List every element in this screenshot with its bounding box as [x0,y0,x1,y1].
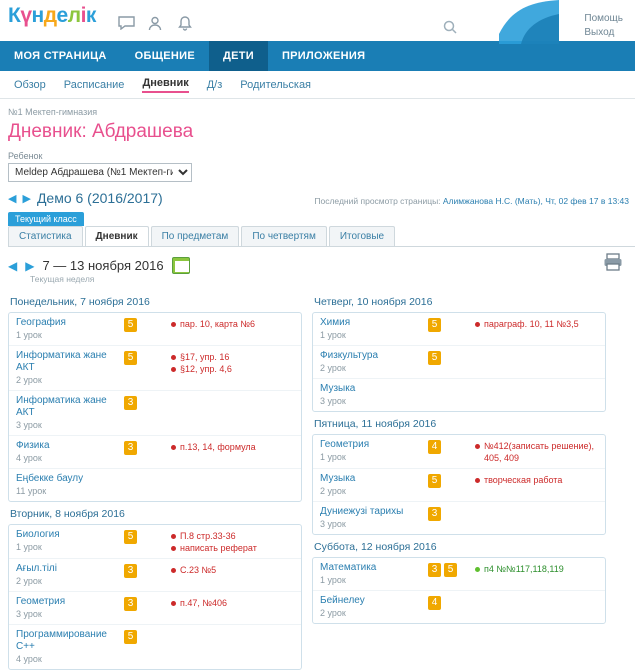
mark-badge[interactable]: 3 [124,396,137,410]
homework-text[interactable]: п4 №№117,118,119 [484,564,564,574]
period-next-button[interactable]: ▶ [22,192,31,205]
mark-badge[interactable]: 3 [428,507,441,521]
lesson-subject[interactable]: Информатика жане АКТ [16,350,107,373]
mark-badge[interactable]: 4 [428,440,441,454]
homework-dot [475,444,480,449]
lesson-marks [425,558,471,590]
nav-item-apps[interactable]: ПРИЛОЖЕНИЯ [281,50,366,62]
table-row[interactable] [9,313,301,346]
lesson-subject[interactable]: Программирование С++ [16,629,107,652]
day-title-saturday: Суббота, 12 ноября 2016 [314,541,437,553]
lesson-number: 2 урок [16,576,42,586]
table-row[interactable] [9,469,301,501]
lesson-number: 11 урок [16,486,47,496]
table-row[interactable] [9,559,301,592]
week-sublabel: Текущая неделя [30,274,95,284]
lesson-subject[interactable]: Геометрия [16,596,66,607]
lesson-subject-cell [9,391,121,435]
brand-logo[interactable]: Күнделік [8,4,96,27]
lesson-homework [167,313,301,345]
day-box-monday [8,312,302,502]
subnav-item-schedule[interactable]: Расписание [63,78,125,91]
lesson-marks [425,591,471,623]
week-navigation [0,247,635,274]
week-next-button[interactable]: ▶ [25,258,35,273]
lesson-subject-cell [9,559,121,591]
mark-badge[interactable]: 5 [124,318,137,332]
lesson-subject-cell [313,469,425,501]
lesson-number: 1 урок [16,542,42,552]
homework-dot [475,567,480,572]
lesson-subject[interactable]: Ағыл.тілі [16,563,57,574]
mark-badge[interactable]: 3 [124,597,137,611]
calendar-icon[interactable] [172,257,190,274]
lesson-subject-cell [9,313,121,345]
tab-statistics[interactable]: Статистика [8,226,83,246]
table-row[interactable] [9,436,301,469]
homework-text[interactable]: №412(записать решение), 405, 409 [484,441,595,463]
main-nav [0,41,635,71]
subnav-item-diary[interactable]: Дневник [142,77,188,93]
homework-dot [171,367,176,372]
homework-dot [475,478,480,483]
lesson-subject[interactable]: Физкультура [320,350,379,361]
homework-text[interactable]: C.23 №5 [180,565,217,575]
table-row[interactable] [9,592,301,625]
mark-badge[interactable]: 3 [124,441,137,455]
lesson-subject-cell [313,502,425,534]
lesson-number: 2 урок [320,486,346,496]
lesson-number: 4 урок [16,453,42,463]
mark-badge[interactable]: 3 [428,563,441,577]
child-select-label: Ребенок [8,151,43,161]
homework-dot [171,445,176,450]
day-box-saturday [312,557,606,624]
lesson-subject-cell [9,436,121,468]
lesson-marks [121,313,167,345]
homework-dot [475,322,480,327]
table-row[interactable] [9,525,301,559]
lesson-marks [121,346,167,390]
diary-tabs [8,226,635,247]
lesson-homework [167,559,301,591]
homework-text[interactable]: §17, упр. 16 [180,352,230,362]
last-view-label: Последний просмотр страницы: [314,196,441,206]
lesson-subject-cell [9,625,121,669]
homework-dot [171,534,176,539]
mark-badge[interactable]: 5 [444,563,457,577]
subnav-item-parent[interactable]: Родительская [240,78,312,91]
lesson-homework [471,502,605,534]
lesson-homework [167,625,301,669]
lesson-marks [425,313,471,345]
mark-badge[interactable]: 5 [124,630,137,644]
day-box-friday [312,434,606,535]
diary-column-right [312,290,606,670]
week-prev-button[interactable]: ◀ [8,258,18,273]
lesson-homework [471,469,605,501]
day-title-tuesday: Вторник, 8 ноября 2016 [10,508,125,520]
lesson-homework [471,558,605,590]
table-row[interactable] [9,346,301,391]
child-select-wrap [0,163,635,182]
lesson-subject[interactable]: Дуниежузі тарихы [320,506,404,517]
lesson-subject[interactable]: Бейнелеу [320,595,365,606]
lesson-homework [167,436,301,468]
lesson-number: 1 урок [320,452,346,462]
subnav-item-overview[interactable]: Обзор [14,78,46,91]
table-row[interactable] [313,591,605,623]
lesson-homework [471,346,605,378]
lesson-marks [425,346,471,378]
lesson-marks [121,436,167,468]
table-row[interactable] [313,435,605,469]
decorative-ribbon [499,0,559,44]
search-icon[interactable] [443,20,457,37]
lesson-marks [121,592,167,624]
lesson-number: 3 урок [320,519,346,529]
lesson-subject[interactable]: Геометрия [320,439,370,450]
lesson-subject[interactable]: Физика [16,440,50,451]
lesson-subject[interactable]: Музыка [320,383,356,394]
day-box-tuesday [8,524,302,670]
lesson-subject[interactable]: Биология [16,529,60,540]
lesson-homework [471,591,605,623]
lesson-marks [121,525,167,558]
lesson-marks [121,559,167,591]
day-title-monday: Понедельник, 7 ноября 2016 [10,296,150,308]
lesson-subject-cell [9,469,121,501]
table-row[interactable] [313,346,605,379]
top-icon-group [118,16,194,31]
tab-diary[interactable]: Дневник [85,226,149,246]
contacts-icon[interactable] [148,16,164,31]
mark-badge[interactable]: 5 [124,351,137,365]
top-links [584,12,623,40]
lesson-subject[interactable]: Математика [320,562,377,573]
chat-icon[interactable] [118,16,134,31]
lesson-subject-cell [313,313,425,345]
lesson-marks [121,469,167,501]
day-box-thursday [312,312,606,412]
nav-item-communication[interactable]: ОБЩЕНИЕ [134,50,195,62]
nav-item-children[interactable]: ДЕТИ [209,41,268,71]
lesson-homework [471,313,605,345]
mark-badge[interactable]: 5 [428,351,441,365]
table-row[interactable] [9,625,301,669]
table-row[interactable] [313,379,605,411]
lesson-homework [167,469,301,501]
breadcrumb[interactable]: №1 Мектеп-гимназия [8,107,98,117]
table-row[interactable] [313,313,605,346]
period-title: Демо 6 (2016/2017) [36,190,163,206]
page-title: Дневник: Абдрашева [8,121,194,142]
lesson-subject[interactable]: География [16,317,66,328]
homework-text[interactable]: п.13, 14, формула [180,442,256,452]
lesson-subject-cell [313,591,425,623]
homework-dot [171,546,176,551]
tab-final[interactable]: Итоговые [329,226,395,246]
subnav-item-homework[interactable]: Д/з [206,78,223,91]
child-select[interactable] [8,163,192,182]
lesson-homework [167,391,301,435]
lesson-subject-cell [313,435,425,468]
lesson-number: 1 урок [16,330,42,340]
diary-column-left [8,290,302,670]
lesson-subject[interactable]: Музыка [320,473,356,484]
lesson-number: 3 урок [16,420,42,430]
homework-text[interactable]: написать реферат [180,543,257,553]
lesson-subject-cell [9,592,121,624]
lesson-subject-cell [9,346,121,390]
homework-dot [171,322,176,327]
lesson-marks [425,502,471,534]
mark-badge[interactable]: 4 [428,596,441,610]
homework-dot [171,601,176,606]
homework-text[interactable]: творческая работа [484,475,563,485]
week-range-label: 7 — 13 ноября 2016 [42,258,164,273]
lesson-homework [167,346,301,390]
lesson-marks [425,379,471,411]
lesson-homework [471,435,605,468]
lesson-subject-cell [9,525,121,558]
homework-text[interactable]: П.8 стр.33-36 [180,531,236,541]
lesson-subject[interactable]: Химия [320,317,351,328]
nav-item-my-page[interactable]: МОЯ СТРАНИЦА [14,50,107,62]
lesson-homework [471,379,605,411]
period-prev-button[interactable]: ◀ [8,192,17,205]
lesson-marks [121,625,167,669]
period-selector [0,182,635,206]
top-bar [0,0,635,41]
lesson-subject-cell [313,379,425,411]
lesson-number: 4 урок [16,654,42,664]
lesson-homework [167,525,301,558]
homework-text[interactable]: пар. 10, карта №6 [180,319,256,329]
diary-columns [0,284,635,670]
current-class-badge: Текущий класс [8,212,84,226]
last-view-value: Алимжанова Н.С. (Мать), Чт, 02 фев 17 в 13:43 [442,196,629,206]
lesson-number: 2 урок [16,375,42,385]
last-view-info [314,196,629,206]
table-row[interactable] [9,391,301,436]
homework-text[interactable]: §12, упр. 4,6 [180,364,232,374]
lesson-homework [167,592,301,624]
lesson-number: 1 урок [320,575,346,585]
mark-badge[interactable]: 5 [428,474,441,488]
homework-text[interactable]: параграф. 10, 11 №3,5 [484,319,579,329]
lesson-subject[interactable]: Еңбекке баулу [16,473,84,484]
mark-badge[interactable]: 5 [428,318,441,332]
table-row[interactable] [313,469,605,502]
tab-by-quarter[interactable]: По четвертям [241,226,327,246]
table-row[interactable] [313,558,605,591]
lesson-subject[interactable]: Информатика жане АКТ [16,395,107,418]
print-icon[interactable] [603,253,623,271]
lesson-marks [425,469,471,501]
logout-link[interactable]: Выход [584,27,615,38]
homework-dot [171,355,176,360]
tab-by-subject[interactable]: По предметам [151,226,240,246]
lesson-number: 1 урок [320,330,346,340]
lesson-marks [121,391,167,435]
lesson-subject-cell [313,558,425,590]
lesson-subject-cell [313,346,425,378]
lesson-number: 2 урок [320,363,346,373]
homework-dot [171,568,176,573]
lesson-number: 2 урок [320,608,346,618]
help-link[interactable]: Помощь [584,13,623,24]
homework-text[interactable]: п.47, №406 [180,598,228,608]
sub-nav [0,71,635,99]
day-title-thursday: Четверг, 10 ноября 2016 [314,296,433,308]
day-title-friday: Пятница, 11 ноября 2016 [314,418,437,430]
mark-badge[interactable]: 3 [124,564,137,578]
mark-badge[interactable]: 5 [124,530,137,544]
bell-icon[interactable] [178,16,194,31]
table-row[interactable] [313,502,605,534]
lesson-number: 3 урок [16,609,42,619]
lesson-number: 3 урок [320,396,346,406]
lesson-marks [425,435,471,468]
